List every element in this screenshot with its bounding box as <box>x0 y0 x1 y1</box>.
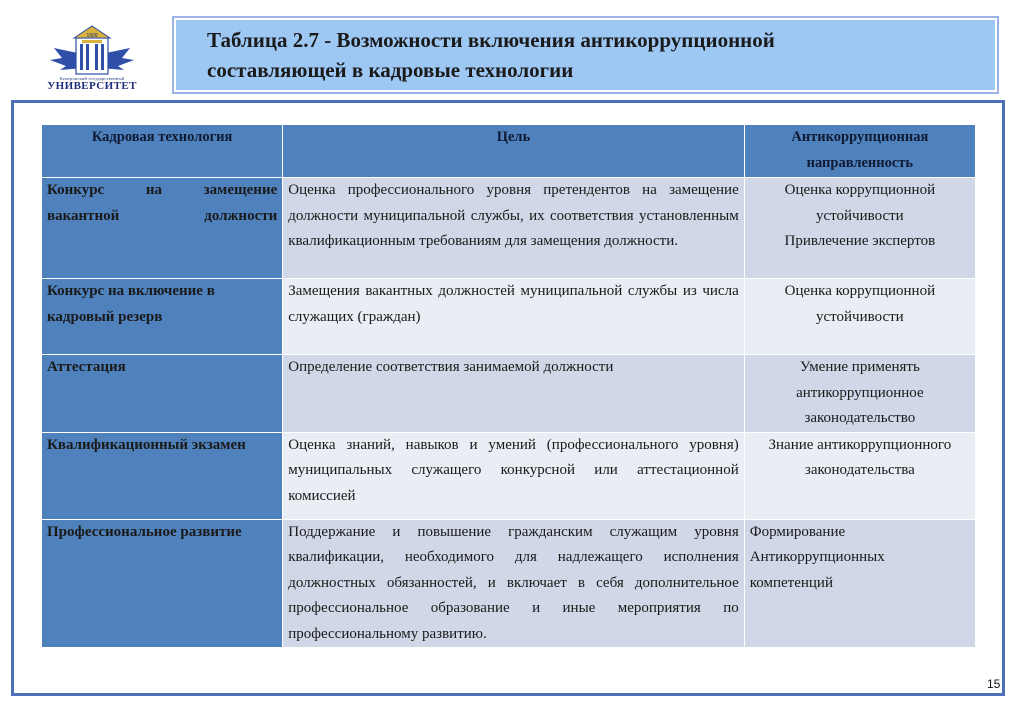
table-header-row <box>42 125 976 178</box>
table-row <box>42 355 976 433</box>
cell-goal: Поддержание и повышение гражданским служащим уровня квалификации, необходимого для надлежащего исполнения должностных обязанностей, и включает в себя дополнительное профессиональное образование и иные мероприятия по профессиональному развитию. <box>283 519 744 648</box>
table-row <box>42 432 976 519</box>
direction-item: Оценка коррупционной устойчивости <box>784 283 936 325</box>
cell-goal: Оценка профессионального уровня претендентов на замещение должности муниципальной службы, их соответствия установленным квалификационным требованиям для замещения должности. <box>283 178 744 279</box>
cell-direction <box>744 432 975 519</box>
title-line-2: составляющей в кадровые технологии <box>207 58 574 82</box>
page-title <box>207 25 907 85</box>
title-line-1: Таблица 2.7 - Возможности включения антикоррупционной <box>207 28 775 52</box>
cell-technology: Конкурс на включение в кадровый резерв <box>42 279 283 355</box>
cell-goal: Оценка знаний, навыков и умений (профессионального уровня) муниципальных служащего конкурсной или аттестационной комиссией <box>283 432 744 519</box>
logo-small-text: Кемеровский государственный <box>59 76 125 81</box>
cell-direction <box>744 519 975 648</box>
direction-item: Знание антикоррупционного законодательства <box>768 436 952 478</box>
table-row <box>42 519 976 648</box>
cell-direction <box>744 279 975 355</box>
header-technology: Кадровая технология <box>42 125 283 178</box>
table-row <box>42 178 976 279</box>
logo-year: 1909 <box>86 33 98 39</box>
table-row <box>42 279 976 355</box>
hr-technologies-table <box>41 124 976 648</box>
page-number: 15 <box>987 677 1001 691</box>
logo-university-text: УНИВЕРСИТЕТ <box>47 80 137 92</box>
logo-caption <box>40 76 144 92</box>
direction-item: Оценка коррупционной устойчивости <box>784 182 936 224</box>
direction-item: Формирование Антикоррупционных компетенций <box>749 523 885 591</box>
cell-direction <box>744 355 975 433</box>
direction-item: Привлечение экспертов <box>784 233 936 249</box>
direction-item: Умение применять антикоррупционное законодательство <box>796 359 924 426</box>
header-direction: Антикоррупционная направленность <box>744 125 975 178</box>
cell-goal: Замещения вакантных должностей муниципальной службы из числа служащих (граждан) <box>283 279 744 355</box>
cell-goal: Определение соответствия занимаемой должности <box>283 355 744 433</box>
cell-technology: Конкурс на замещение вакантной должности <box>42 178 283 279</box>
cell-technology: Квалификационный экзамен <box>42 432 283 519</box>
cell-direction <box>744 178 975 279</box>
cell-technology: Аттестация <box>42 355 283 433</box>
cell-technology: Профессиональное развитие <box>42 519 283 648</box>
header-goal: Цель <box>283 125 744 178</box>
